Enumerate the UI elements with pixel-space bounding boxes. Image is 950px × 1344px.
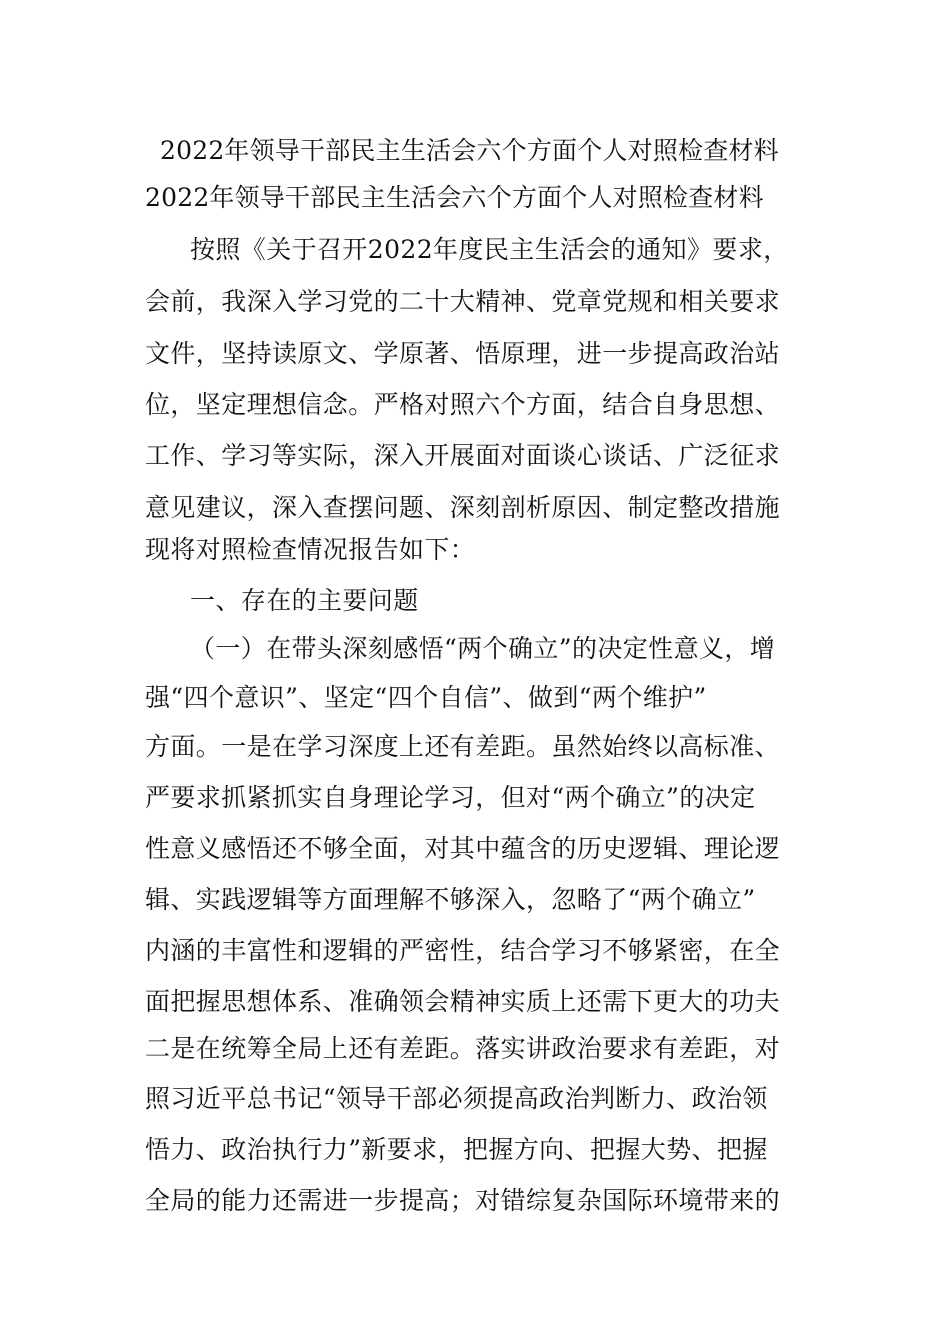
body-line: 意见建议，深入查摆问题、深刻剖析原因、制定整改措施 <box>145 493 781 522</box>
body-line: 全局的能力还需进一步提高；对错综复杂国际环境带来的 <box>145 1186 781 1215</box>
body-line: 二是在统筹全局上还有差距。落实讲政治要求有差距，对 <box>145 1034 781 1063</box>
body-line: 辑、实践逻辑等方面理解不够深入，忽略了“两个确立” <box>145 885 756 914</box>
body-line: 现将对照检查情况报告如下： <box>145 535 476 564</box>
body-line: 强“四个意识”、坚定“四个自信”、做到“两个维护” <box>145 683 707 712</box>
body-line: 按照《关于召开2022年度民主生活会的通知》要求， <box>190 235 789 264</box>
document-title-repeat: 2022年领导干部民主生活会六个方面个人对照检查材料 <box>145 183 764 212</box>
document-title: 2022年领导干部民主生活会六个方面个人对照检查材料 <box>160 136 779 165</box>
body-line: 工作、学习等实际，深入开展面对面谈心谈话、广泛征求 <box>145 441 781 470</box>
body-line: 方面。一是在学习深度上还有差距。虽然始终以高标准、 <box>145 732 781 761</box>
body-line: 严要求抓紧抓实自身理论学习，但对“两个确立”的决定 <box>145 783 756 812</box>
body-line: 性意义感悟还不够全面，对其中蕴含的历史逻辑、理论逻 <box>145 834 781 863</box>
body-line: 照习近平总书记“领导干部必须提高政治判断力、政治领 <box>145 1084 768 1113</box>
body-line: 位，坚定理想信念。严格对照六个方面，结合自身思想、 <box>145 390 781 419</box>
body-line: 文件，坚持读原文、学原著、悟原理，进一步提高政治站 <box>145 339 781 368</box>
body-line: （一）在带头深刻感悟“两个确立”的决定性意义，增 <box>190 634 776 663</box>
section-heading: 一、存在的主要问题 <box>190 586 419 615</box>
body-line: 悟力、政治执行力”新要求，把握方向、把握大势、把握 <box>145 1135 768 1164</box>
body-line: 内涵的丰富性和逻辑的严密性，结合学习不够紧密，在全 <box>145 936 781 965</box>
body-line: 会前，我深入学习党的二十大精神、党章党规和相关要求 <box>145 287 781 316</box>
body-line: 面把握思想体系、准确领会精神实质上还需下更大的功夫 <box>145 987 781 1016</box>
